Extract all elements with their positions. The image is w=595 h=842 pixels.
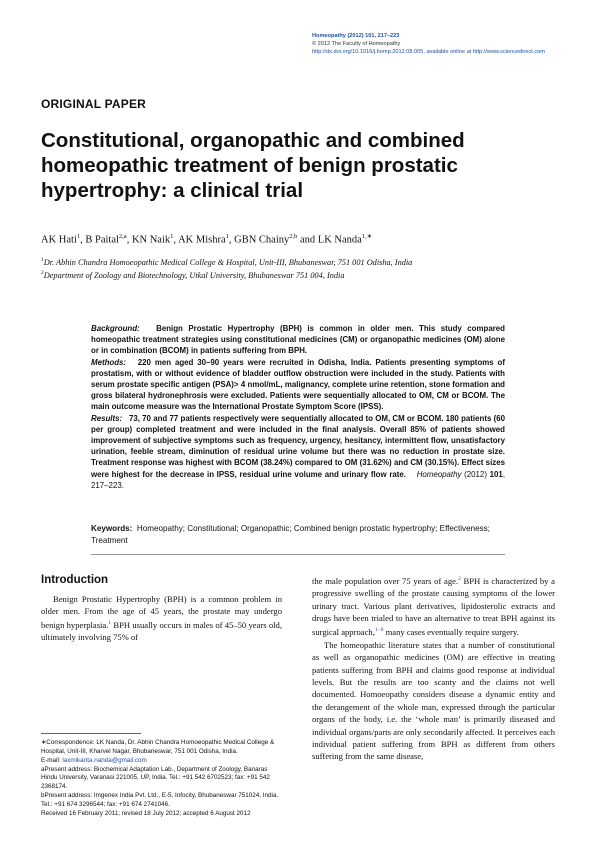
section-heading: Introduction (41, 574, 109, 586)
author-affiliation-ref[interactable]: 1 (170, 233, 174, 240)
intro-text: BPH usually occurs in males of 45–50 years old, ultimately involving 75% of (41, 619, 282, 642)
abstract-results (91, 413, 505, 491)
doi-line (312, 48, 582, 56)
intro-text: the male population over 75 years of age. (312, 575, 459, 586)
email-link[interactable]: laxmikanta.nanda@gmail.com (62, 756, 147, 764)
abstract-section-text: Benign Prostatic Hypertrophy (BPH) is common in older men. This study compared homeopathic treatment strategies using constitutional medicines (CM) or organopathic medicines (OM) alone or in combination (BCOM) in patients suffering from BPH. (91, 324, 505, 356)
reference-link[interactable]: 1−8 (374, 627, 384, 634)
present-address-a: aPresent address: Biochemical Adaptation Lab., Department of Zoology, Banaras Hindu University, Varanasi 221005, UP, India. Tel.: +91 542 6702523; fax: +91 542 2368174. (41, 765, 270, 790)
section-divider (91, 554, 505, 555)
affiliation-text: Department of Zoology and Biotechnology, Utkal University, Bhubaneswar 751 004, India (43, 270, 345, 280)
footnotes (41, 739, 284, 819)
author-list: AK Hati$^1$, B Paital$^{2,a}$, KN Naik$^1$, AK Mishra$^1$, GBN Chainy$^{2,b}$ and LK Nanda$^{1,∗}$ (41, 233, 373, 246)
citation-pages: , 217–223. (91, 469, 506, 490)
journal-citation: (2012) 101, 217–223 (345, 33, 400, 39)
journal-header (312, 32, 582, 56)
email-label: E-mail: (41, 756, 63, 764)
affiliations (41, 255, 561, 281)
footnote-divider (41, 733, 141, 734)
affiliation-item (41, 268, 561, 281)
citation-year: (2012) (461, 469, 490, 479)
doi-text[interactable]: http://dx.doi.org/10.1016/j.homp.2012.08.005, available online at (312, 49, 473, 55)
correspondence-note: ∗Correspondence: LK Nanda, Dr. Abhin Chandra Homoeopathic Medical College & Hospital, Unit-III, Kharvel Nagar, Bhubaneswar, 751 001 Odisha, India. (41, 739, 275, 755)
abstract-section-text: 73, 70 and 77 patients respectively were sequentially allocated to OM, CM or BCOM. 180 patients (60 per group) completed treatment and were included in the final analysis. Overall 85% of patients showed improvement of subjective symptoms such as frequency, urgency, hesitancy, intermittent flow, unsatisfactory urination, feeble stream, diminution of residual urine volume but there was no reduction in prostate size. Treatment response was highest with BCOM (38.24%) compared to OM (31.62%) and CM (30.15%). Effect sizes were highest for the decrease in IPSS, residual urine volume and urinary flow rate. (91, 413, 506, 479)
reference-link[interactable]: 2 (458, 576, 461, 582)
author: KN Naik (131, 234, 171, 246)
author-affiliation-ref[interactable]: 1 (76, 233, 81, 240)
author: GBN Chainy (234, 234, 290, 246)
keywords (91, 523, 505, 546)
abstract-methods (91, 357, 505, 413)
keywords-text: Homeopathy; Constitutional; Organopathic; Combined benign prostatic hypertrophy; Effectiveness; Treatment (91, 524, 490, 545)
authors-conjunction: and (299, 234, 316, 246)
intro-paragraph-left (41, 593, 282, 643)
intro-text: The homeopathic literature states that a number of constitutional as well as organopathic medicines (OM) are effective in treating patients suffering from BPH and claims good response at individual levels. But the results are too scanty and the claims not well documented. Homoeopathy considers disease a dynamic entity and the derangement of the whole man, expressed through the particular organs of the body, i.e. the ‘whole man’ is primarily diseased and individual organs/parts are only secondarily affected. It perceives each individual patient suffering from BPH as different from others suffering from the same disease, (312, 639, 555, 762)
keywords-label: Keywords: (91, 524, 133, 533)
author: B Paital (85, 234, 119, 246)
author-affiliation-ref[interactable]: 1,∗ (361, 233, 373, 240)
affiliation-text: Dr. Abhin Chandra Homoeopathic Medical College & Hospital, Unit-III, Bhubaneswar, 751 001 Odisha, India (43, 257, 413, 267)
article-type: ORIGINAL PAPER (41, 97, 147, 111)
present-address-b: bPresent address: Imgenex India Pvt. Ltd., E-5, Infocity, Bhubaneswar 751024, India. Tel.: +91 674 3296544; fax: +91 674 2741046. (41, 792, 279, 808)
author-affiliation-ref[interactable]: 1 (225, 233, 229, 240)
abstract-background (91, 323, 505, 357)
reference-link[interactable]: 1 (108, 620, 112, 626)
author: AK Hati (41, 234, 77, 246)
intro-paragraph (312, 639, 555, 763)
author: LK Nanda (317, 234, 362, 246)
sciencedirect-link[interactable]: http://www.sciencedirect.com (472, 49, 545, 55)
received-dates: Received 16 February 2011; revised 18 July 2012; accepted 6 August 2012 (41, 809, 251, 817)
author: AK Mishra (178, 234, 226, 246)
abstract-section-label: Background: (91, 324, 140, 333)
citation-journal: Homeopathy (416, 469, 462, 479)
intro-text: BPH is characterized by a progressive swelling of the prostate causing symptoms of the lower urinary tract. Various plant derivatives, lipidosterolic extracts and drugs have been trialed to have an alternative to treat BPH against its surgical approach, (312, 575, 555, 638)
intro-text: many cases eventually require surgery. (383, 627, 519, 638)
copyright-line: © 2012 The Faculty of Homeopathy (312, 41, 401, 47)
abstract (91, 323, 505, 491)
author-affiliation-ref[interactable]: 2,a (118, 233, 127, 240)
email-line (41, 757, 284, 766)
citation-volume: 101 (489, 469, 503, 479)
intro-text: Benign Prostatic Hypertrophy (BPH) is a common problem in older men. From the age of 45 years, the prostate may undergo benign hyperplasia. (41, 594, 282, 630)
author-affiliation-ref[interactable]: 2,b (289, 233, 298, 240)
affiliation-number: 1 (41, 257, 44, 263)
abstract-section-text: 220 men aged 30–90 years were recruited in Odisha, India. Patients presenting symptoms of prostatism, with or without evidence of bladder outflow obstruction were included in the study. Patients with serum prostate specific antigen (PSA)> 4 nmol/mL, malignancy, complete urine retention, stone formation and gross bilateral hydronephrosis were excluded. Patients were sequentially allocated to OM, CM or BCOM. The main outcome measure was the International Prostate Symptom Score (IPSS). (91, 357, 506, 412)
abstract-section-label: Methods: (91, 357, 127, 367)
journal-citation-line (312, 32, 582, 40)
journal-name: Homeopathy (312, 33, 346, 39)
abstract-section-label: Results: (91, 413, 123, 423)
affiliation-item (41, 255, 561, 268)
affiliation-number: 2 (41, 269, 44, 276)
article-title: Constitutional, organopathic and combined homeopathic treatment of benign prostatic hypertrophy: a clinical trial (41, 129, 465, 202)
intro-paragraph (312, 573, 555, 639)
intro-column-right (312, 573, 555, 763)
